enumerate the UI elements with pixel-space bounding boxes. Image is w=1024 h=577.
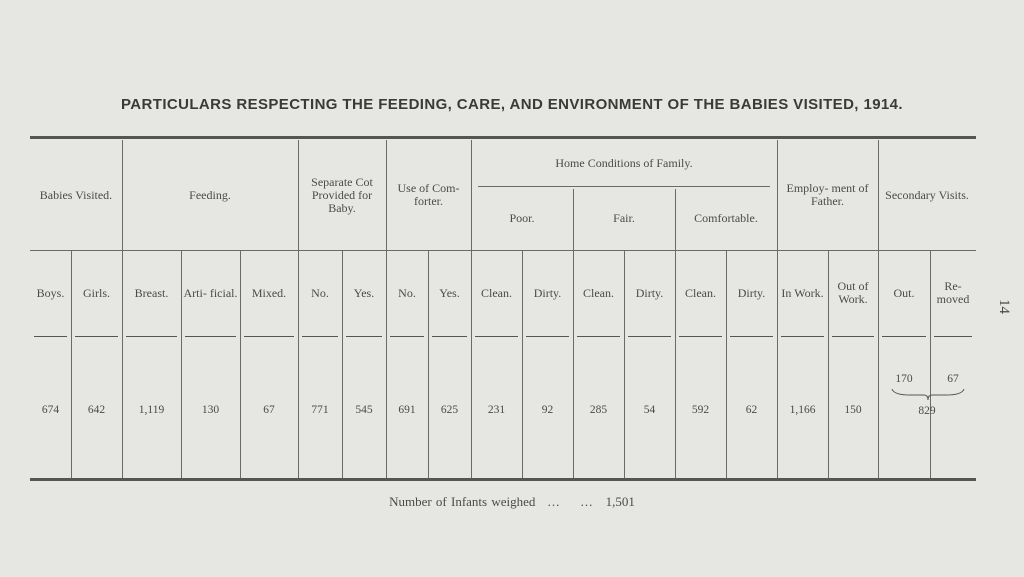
column-header: No. xyxy=(311,285,329,300)
data-cell: 1,166 xyxy=(789,403,816,416)
group-use-of-comforter: Use of Com- forter. xyxy=(397,181,460,208)
page-title: PARTICULARS RESPECTING THE FEEDING, CARE, AND ENVIRONMENT OF THE BABIES VISITED, 1914. xyxy=(121,96,903,113)
data-cell: 545 xyxy=(355,403,373,416)
column-dash xyxy=(34,336,67,337)
secondary-removed-value: 67 xyxy=(947,372,959,385)
group-employment-of-father: Employ- ment of Father. xyxy=(786,181,869,208)
column-header: Clean. xyxy=(583,285,614,300)
footer-value: 1,501 xyxy=(605,494,635,509)
brace-icon xyxy=(890,387,966,401)
data-cell: 642 xyxy=(87,403,106,416)
data-cell: 62 xyxy=(745,403,758,416)
column-header: Boys. xyxy=(36,285,65,300)
column-header: Mixed. xyxy=(251,285,287,300)
column-dash xyxy=(185,336,236,337)
column-header: Breast. xyxy=(134,285,169,300)
column-header: Dirty. xyxy=(533,285,562,300)
data-table xyxy=(30,138,976,482)
column-header: Yes. xyxy=(439,285,460,300)
column-dash xyxy=(390,336,424,337)
footer-dots-1: ... xyxy=(547,494,561,509)
page-number: 14 xyxy=(996,299,1012,314)
group-separate-cot: Separate Cot Provided for Baby. xyxy=(311,174,373,215)
data-cell: 691 xyxy=(398,403,416,416)
data-cell: 674 xyxy=(41,403,60,416)
data-cell: 1,119 xyxy=(138,403,165,416)
data-cell: 592 xyxy=(691,403,710,416)
column-header: Dirty. xyxy=(737,285,766,300)
subgroup-fair: Fair. xyxy=(613,210,635,225)
column-dash xyxy=(679,336,722,337)
data-cell: 150 xyxy=(844,403,862,416)
column-dash xyxy=(781,336,824,337)
column-dash xyxy=(934,336,972,337)
group-feeding: Feeding. xyxy=(189,187,231,202)
column-header: Yes. xyxy=(353,285,375,300)
column-dash xyxy=(75,336,118,337)
column-dash xyxy=(302,336,338,337)
data-cell: 771 xyxy=(311,403,329,416)
subgroup-poor: Poor. xyxy=(509,210,535,225)
data-cell: 285 xyxy=(589,403,608,416)
data-cell: 130 xyxy=(201,403,220,416)
secondary-out-value: 170 xyxy=(895,372,913,385)
data-cell: 625 xyxy=(440,403,459,416)
footer-label: Number of Infants weighed xyxy=(389,494,536,509)
column-dash xyxy=(526,336,569,337)
column-dash xyxy=(882,336,926,337)
column-dash xyxy=(832,336,874,337)
subgroup-comfortable: Comfortable. xyxy=(694,210,758,225)
data-cell: 67 xyxy=(263,403,275,416)
column-dash xyxy=(346,336,382,337)
data-cell: 92 xyxy=(541,403,554,416)
column-header: Out. xyxy=(893,285,915,300)
secondary-total-value: 829 xyxy=(918,404,936,417)
column-header: Girls. xyxy=(83,285,110,300)
column-header: Re- moved xyxy=(936,279,970,306)
column-header: Out of Work. xyxy=(837,279,869,306)
column-dash xyxy=(730,336,773,337)
column-header: In Work. xyxy=(781,285,824,300)
column-header: Arti- ficial. xyxy=(183,285,238,300)
column-header: Clean. xyxy=(481,285,512,300)
footer-note xyxy=(0,494,1024,510)
column-header: No. xyxy=(398,285,416,300)
column-dash xyxy=(577,336,620,337)
group-secondary-visits: Secondary Visits. xyxy=(885,187,969,202)
column-dash xyxy=(475,336,518,337)
column-header: Dirty. xyxy=(635,285,664,300)
column-dash xyxy=(126,336,177,337)
header-separator xyxy=(30,250,976,251)
group-babies-visited: Babies Visited. xyxy=(39,187,113,202)
column-dash xyxy=(244,336,294,337)
data-cell: 231 xyxy=(487,403,506,416)
column-dash xyxy=(628,336,671,337)
column-header: Clean. xyxy=(685,285,716,300)
data-cell: 54 xyxy=(643,403,656,416)
column-dash xyxy=(432,336,467,337)
group-home-conditions: Home Conditions of Family. xyxy=(555,155,693,170)
footer-dots-2: ... xyxy=(580,494,594,509)
